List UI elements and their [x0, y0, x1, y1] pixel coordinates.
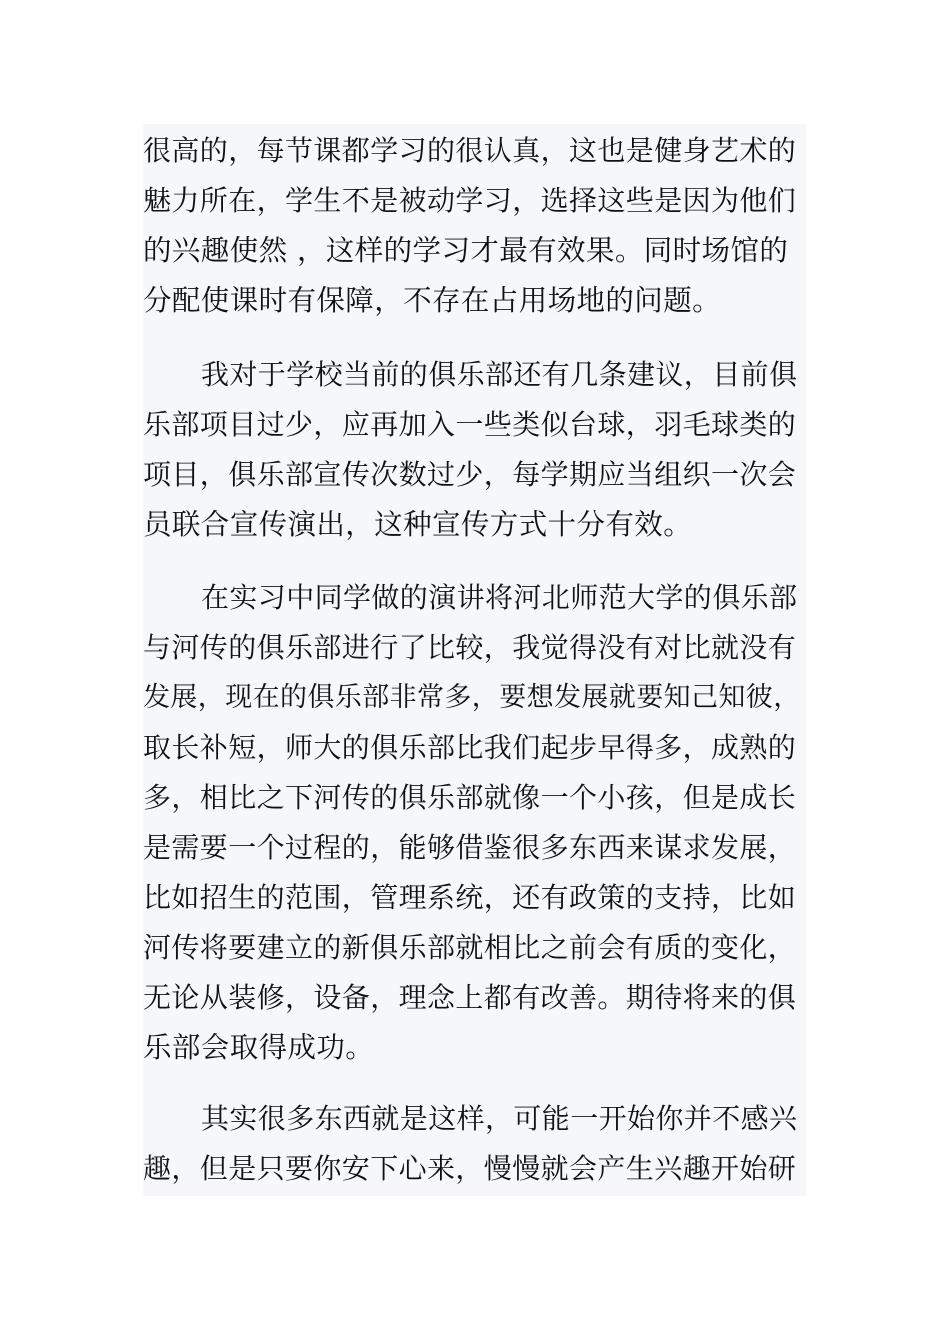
text-line: 的兴趣使然 ，这样的学习才最有效果。同时场馆的	[143, 234, 789, 267]
text-line: 河传将要建立的新俱乐部就相比之前会有质的变化，	[143, 931, 797, 964]
text-line: 发展，现在的俱乐部非常多，要想发展就要知己知彼，	[143, 682, 801, 713]
text-line: 其实很多东西就是这样，可能一开始你并不感兴	[201, 1102, 798, 1135]
text-line: 乐部项目过少，应再加入一些类似台球，羽毛球类的	[143, 408, 797, 441]
text-line: 无论从装修，设备，理念上都有改善。期待将来的俱	[143, 981, 797, 1014]
text-line: 取长补短，师大的俱乐部比我们起步早得多，成熟的	[143, 731, 797, 764]
text-line: 趣，但是只要你安下心来，慢慢就会产生兴趣开始研	[143, 1152, 797, 1185]
text-line: 多，相比之下河传的俱乐部就像一个小孩，但是成长	[143, 781, 797, 814]
text-line: 我对于学校当前的俱乐部还有几条建议，目前俱	[201, 358, 798, 391]
text-line: 比如招生的范围，管理系统，还有政策的支持，比如	[143, 881, 797, 914]
text-line: 员联合宣传演出，这种宣传方式十分有效。	[143, 508, 693, 541]
text-line: 在实习中同学做的演讲将河北师范大学的俱乐部	[201, 581, 798, 614]
text-line: 分配使课时有保障，不存在占用场地的问题。	[143, 284, 722, 317]
text-line: 项目，俱乐部宣传次数过少，每学期应当组织一次会	[143, 458, 797, 491]
text-line: 很高的，每节课都学习的很认真，这也是健身艺术的	[143, 134, 797, 167]
text-line: 与河传的俱乐部进行了比较，我觉得没有对比就没有	[143, 631, 797, 664]
text-line: 是需要一个过程的，能够借鉴很多东西来谋求发展，	[143, 831, 797, 864]
text-line: 魅力所在，学生不是被动学习，选择这些是因为他们	[143, 184, 797, 217]
text-line: 乐部会取得成功。	[143, 1031, 375, 1064]
document-body	[143, 124, 806, 1196]
